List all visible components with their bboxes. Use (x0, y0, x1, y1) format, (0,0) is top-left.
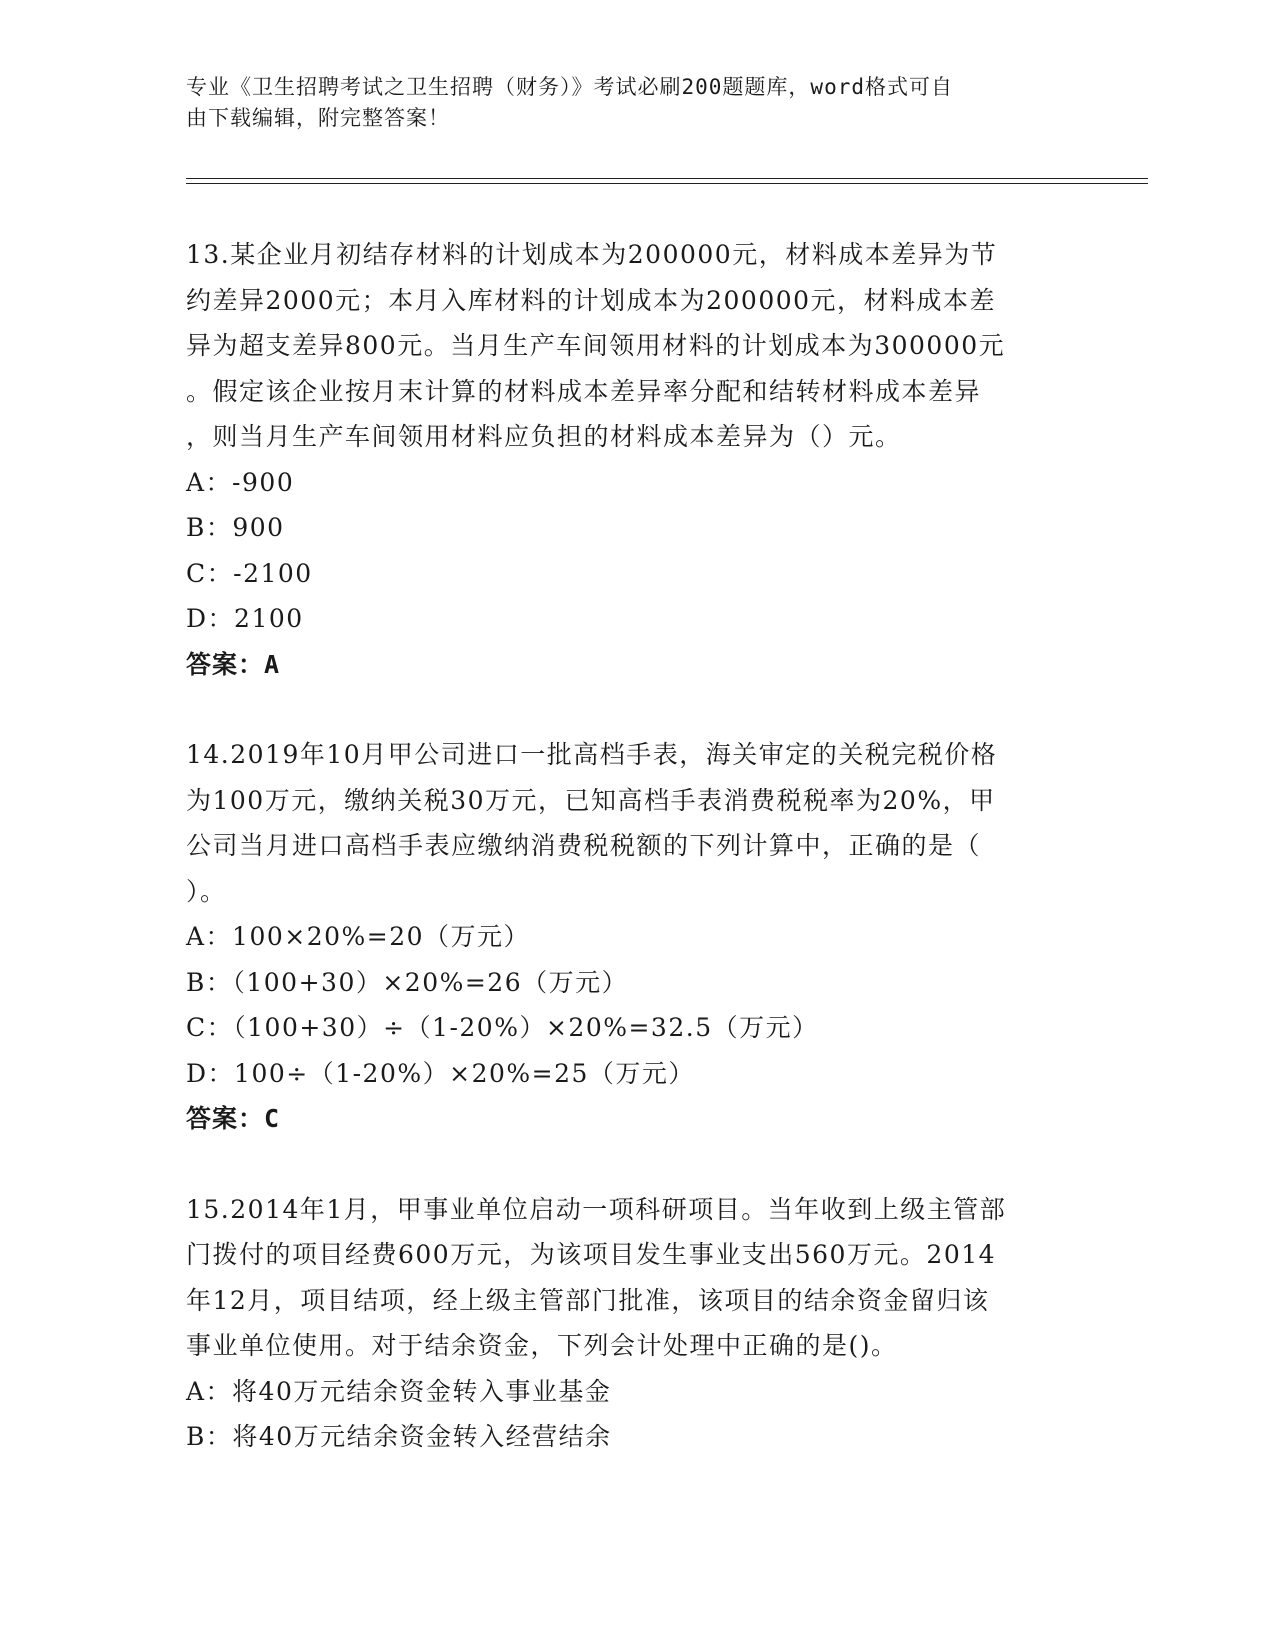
question-spacer (186, 687, 1086, 732)
stem-line: 年12月，项目结项，经上级主管部门批准，该项目的结余资金留归该 (186, 1285, 990, 1315)
option-d: D：2100 (186, 604, 304, 633)
option-b: B：（100+30）×20%=26（万元） (186, 967, 629, 997)
stem-line: 门拨付的项目经费600万元，为该项目发生事业支出560万元。2014 (186, 1240, 997, 1269)
option-c: C：-2100 (186, 558, 313, 588)
document-header (186, 72, 1066, 134)
stem-line: 15.2014年1月，甲事业单位启动一项科研项目。当年收到上级主管部 (186, 1194, 1007, 1224)
question-stem (186, 732, 1086, 914)
stem-line: 14.2019年10月甲公司进口一批高档手表，海关审定的关税完税价格 (186, 740, 998, 769)
header-divider-top (186, 178, 1148, 179)
question-14 (186, 732, 1086, 1142)
stem-line: 异为超支差异800元。当月生产车间领用材料的计划成本为300000元 (186, 331, 1006, 360)
stem-line: 事业单位使用。对于结余资金，下列会计处理中正确的是()。 (186, 1331, 898, 1360)
header-line-1: 专业《卫生招聘考试之卫生招聘（财务）》考试必刷200题题库，word格式可自 (186, 75, 953, 99)
question-15 (186, 1187, 1086, 1460)
option-d: D：100÷（1-20%）×20%=25（万元） (186, 1058, 695, 1088)
header-line-2: 由下载编辑，附完整答案！ (186, 106, 450, 130)
question-spacer (186, 1142, 1086, 1187)
option-c: C：（100+30）÷（1-20%）×20%=32.5（万元） (186, 1013, 819, 1042)
stem-line: 公司当月进口高档手表应缴纳消费税税额的下列计算中，正确的是（ (186, 831, 982, 860)
option-a: A：-900 (186, 467, 295, 497)
option-a: A：将40万元结余资金转入事业基金 (186, 1376, 612, 1406)
stem-line: ）。 (186, 876, 227, 906)
option-a: A：100×20%=20（万元） (186, 922, 531, 951)
header-divider-bottom (186, 183, 1148, 184)
question-13 (186, 232, 1086, 687)
stem-line: 约差异2000元；本月入库材料的计划成本为200000元，材料成本差 (186, 285, 997, 315)
question-stem (186, 1187, 1086, 1369)
stem-line: ，则当月生产车间领用材料应负担的材料成本差异为（）元。 (186, 422, 902, 451)
option-b: B：将40万元结余资金转入经营结余 (186, 1422, 612, 1451)
answer: 答案：C (186, 1104, 281, 1133)
stem-line: 。假定该企业按月末计算的材料成本差异率分配和结转材料成本差异 (186, 376, 982, 406)
option-b: B：900 (186, 513, 285, 542)
question-stem (186, 232, 1086, 460)
answer: 答案：A (186, 649, 281, 679)
stem-line: 13.某企业月初结存材料的计划成本为200000元，材料成本差异为节 (186, 240, 998, 269)
question-list (186, 232, 1086, 1460)
stem-line: 为100万元，缴纳关税30万元，已知高档手表消费税税率为20%，甲 (186, 785, 996, 815)
